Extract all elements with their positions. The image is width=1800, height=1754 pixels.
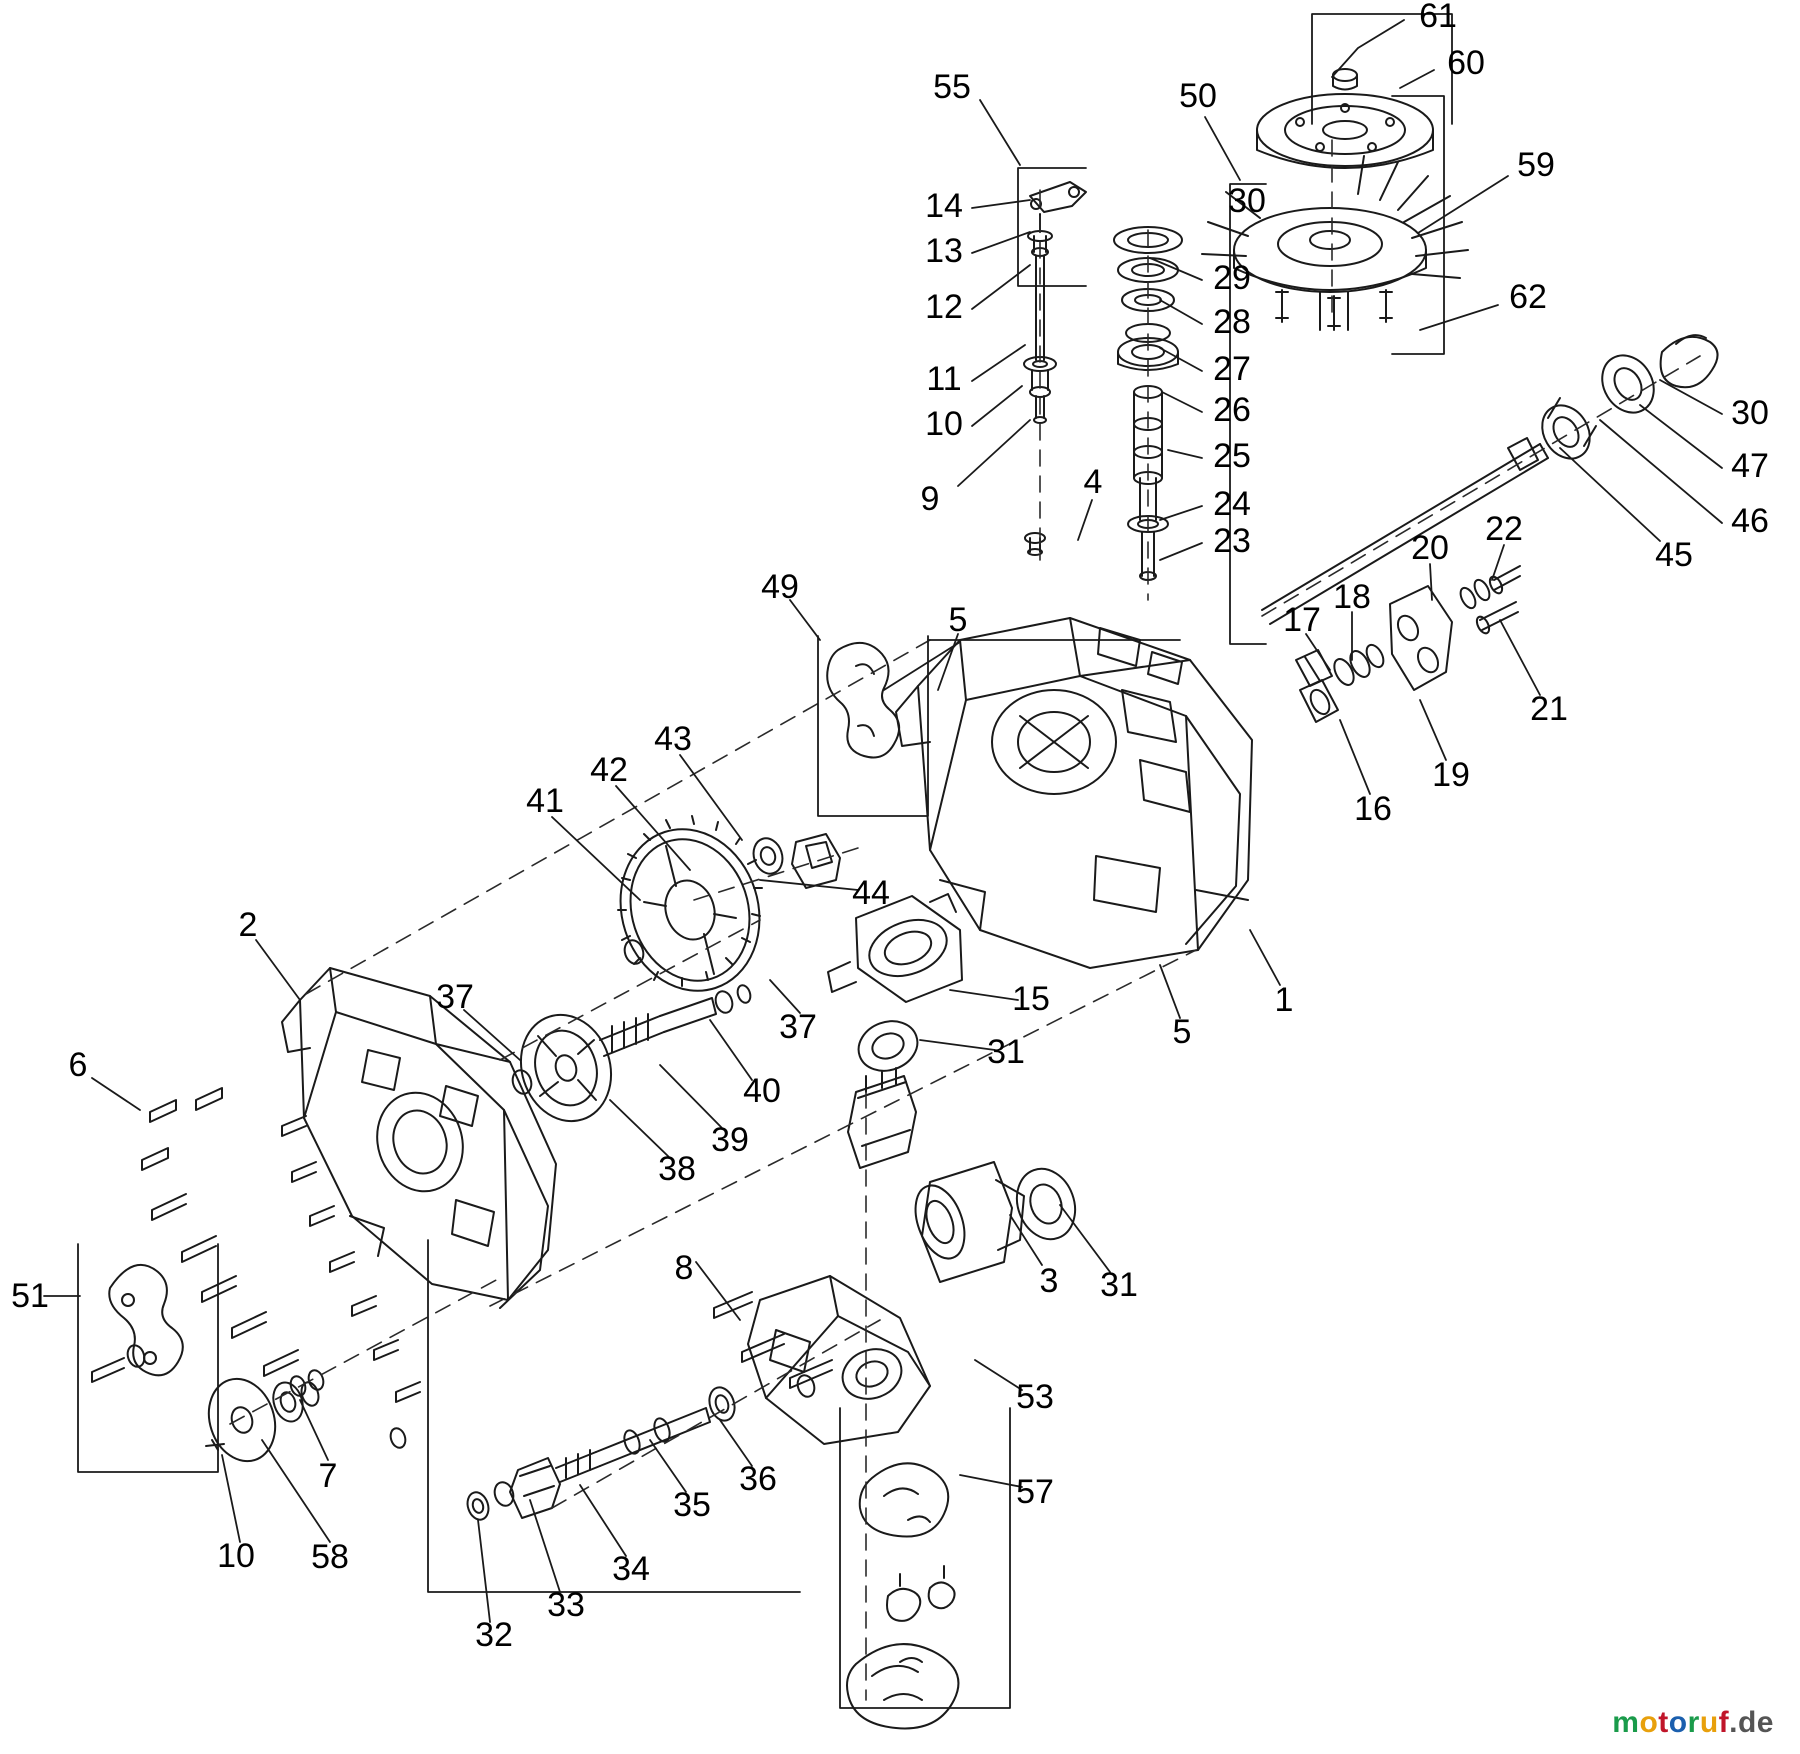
callout-8: 8 <box>674 1249 694 1287</box>
callout-3: 3 <box>1039 1262 1059 1300</box>
leader-line-25 <box>1168 450 1202 458</box>
leader-line-20 <box>1430 564 1432 600</box>
leader-line-2 <box>256 940 300 1000</box>
callout-42: 42 <box>590 751 628 789</box>
callout-44: 44 <box>852 874 890 912</box>
callout-22: 22 <box>1485 510 1523 548</box>
callout-14: 14 <box>925 187 963 225</box>
housing-half-2 <box>282 968 556 1308</box>
callout-20: 20 <box>1411 529 1449 567</box>
callout-31b: 31 <box>1100 1266 1138 1304</box>
leader-line-10b <box>222 1455 240 1542</box>
leader-line-9 <box>958 420 1030 486</box>
callout-62: 62 <box>1509 278 1547 316</box>
callout-46: 46 <box>1731 502 1769 540</box>
callout-19: 19 <box>1432 756 1470 794</box>
leader-line-15 <box>950 990 1018 1000</box>
leader-line-57 <box>960 1475 1022 1487</box>
callout-53: 53 <box>1016 1378 1054 1416</box>
callout-27: 27 <box>1213 350 1251 388</box>
callout-26: 26 <box>1213 391 1251 429</box>
leader-line-47 <box>1640 405 1722 468</box>
leader-line-10a <box>972 386 1022 426</box>
callout-7: 7 <box>318 1457 338 1495</box>
callout-58: 58 <box>311 1538 349 1576</box>
callout-29: 29 <box>1213 259 1251 297</box>
leader-line-45 <box>1560 448 1660 541</box>
callout-4: 4 <box>1083 463 1103 501</box>
leader-line-11 <box>972 345 1025 381</box>
leader-line-59 <box>1418 176 1508 233</box>
leader-line-26 <box>1162 392 1202 412</box>
leader-line-16 <box>1340 720 1370 794</box>
callout-35: 35 <box>673 1486 711 1524</box>
callout-37a: 37 <box>436 978 474 1016</box>
control-arm-rod <box>1024 182 1086 555</box>
leader-line-53 <box>975 1360 1022 1390</box>
callout-11: 11 <box>926 360 962 398</box>
leader-line-29 <box>1150 258 1202 280</box>
leader-line-1 <box>1250 930 1280 985</box>
leader-line-5b <box>1160 965 1180 1018</box>
leader-line-6 <box>92 1078 140 1110</box>
callout-5a: 5 <box>948 601 968 639</box>
leader-line-46 <box>1600 420 1722 523</box>
callout-59: 59 <box>1517 146 1555 184</box>
leader-line-33 <box>530 1500 560 1592</box>
leader-line-31a <box>920 1040 995 1050</box>
callout-45: 45 <box>1655 536 1693 574</box>
leader-line-39 <box>660 1065 722 1128</box>
drive-gear-42 <box>600 811 840 1009</box>
callout-57: 57 <box>1016 1473 1054 1511</box>
leader-line-55 <box>980 100 1020 165</box>
leader-line-4 <box>1078 500 1092 540</box>
callout-37b: 37 <box>779 1008 817 1046</box>
callout-10b: 10 <box>217 1537 255 1575</box>
valve-parts-57 <box>847 1463 958 1728</box>
leader-line-34 <box>580 1485 626 1556</box>
leader-line-40 <box>710 1020 752 1080</box>
leader-line-31b <box>1060 1205 1110 1272</box>
callout-16: 16 <box>1354 790 1392 828</box>
callout-5b: 5 <box>1172 1013 1192 1051</box>
callout-47: 47 <box>1731 447 1769 485</box>
leader-line-32 <box>478 1520 490 1622</box>
leader-line-44 <box>760 880 858 890</box>
callout-25: 25 <box>1213 437 1251 475</box>
callout-21: 21 <box>1530 690 1568 728</box>
callout-1: 1 <box>1274 981 1294 1019</box>
site-watermark: motoruf.de <box>1612 1706 1774 1739</box>
callout-31a: 31 <box>987 1033 1025 1071</box>
leader-line-60 <box>1400 70 1434 88</box>
leader-line-41 <box>552 817 640 900</box>
callout-61: 61 <box>1419 0 1457 35</box>
callout-6: 6 <box>68 1046 88 1084</box>
callout-60: 60 <box>1447 44 1485 82</box>
leader-line-43 <box>680 755 742 840</box>
callout-9: 9 <box>920 480 940 518</box>
callout-49: 49 <box>761 568 799 606</box>
leader-line-7 <box>300 1400 328 1460</box>
callout-17: 17 <box>1283 601 1321 639</box>
callout-51: 51 <box>11 1277 49 1315</box>
callout-33: 33 <box>547 1586 585 1624</box>
callout-18: 18 <box>1333 578 1371 616</box>
leader-line-24 <box>1160 506 1202 520</box>
brake-arm-51 <box>92 1265 183 1382</box>
callout-55: 55 <box>933 68 971 106</box>
leader-line-13 <box>972 232 1030 253</box>
callout-13: 13 <box>925 232 963 270</box>
leader-line-23 <box>1160 543 1202 560</box>
callout-24: 24 <box>1213 485 1251 523</box>
pinion-shaft-group <box>507 984 752 1133</box>
callout-30b: 30 <box>1731 394 1769 432</box>
leader-line-12 <box>972 265 1030 309</box>
callout-39: 39 <box>711 1121 749 1159</box>
leader-line-49 <box>790 600 820 640</box>
callout-43: 43 <box>654 720 692 758</box>
callout-32: 32 <box>475 1616 513 1654</box>
leader-line-14 <box>972 200 1030 208</box>
callout-2: 2 <box>238 906 258 944</box>
callout-40: 40 <box>743 1072 781 1110</box>
leader-line-28 <box>1160 300 1202 324</box>
leader-line-50 <box>1205 117 1240 180</box>
callout-23: 23 <box>1213 522 1251 560</box>
callout-41: 41 <box>526 782 564 820</box>
leader-line-30b <box>1660 380 1722 414</box>
callout-36: 36 <box>739 1460 777 1498</box>
callout-34: 34 <box>612 1550 650 1588</box>
leader-line-35 <box>650 1440 686 1492</box>
leader-line-62 <box>1420 305 1498 330</box>
leader-line-42 <box>616 786 690 870</box>
gasket-49 <box>827 643 899 758</box>
leader-line-3 <box>1010 1215 1042 1265</box>
main-housing <box>896 618 1252 968</box>
leader-line-19 <box>1420 700 1446 760</box>
pump-motor-block <box>748 894 1085 1444</box>
callout-10a: 10 <box>925 405 963 443</box>
callout-15: 15 <box>1012 980 1050 1018</box>
callout-30a: 30 <box>1228 182 1266 220</box>
callout-38: 38 <box>658 1150 696 1188</box>
leader-line-21 <box>1500 620 1540 695</box>
callout-28: 28 <box>1213 303 1251 341</box>
callout-50: 50 <box>1179 77 1217 115</box>
callout-12: 12 <box>925 288 963 326</box>
leader-line-8 <box>696 1262 740 1320</box>
